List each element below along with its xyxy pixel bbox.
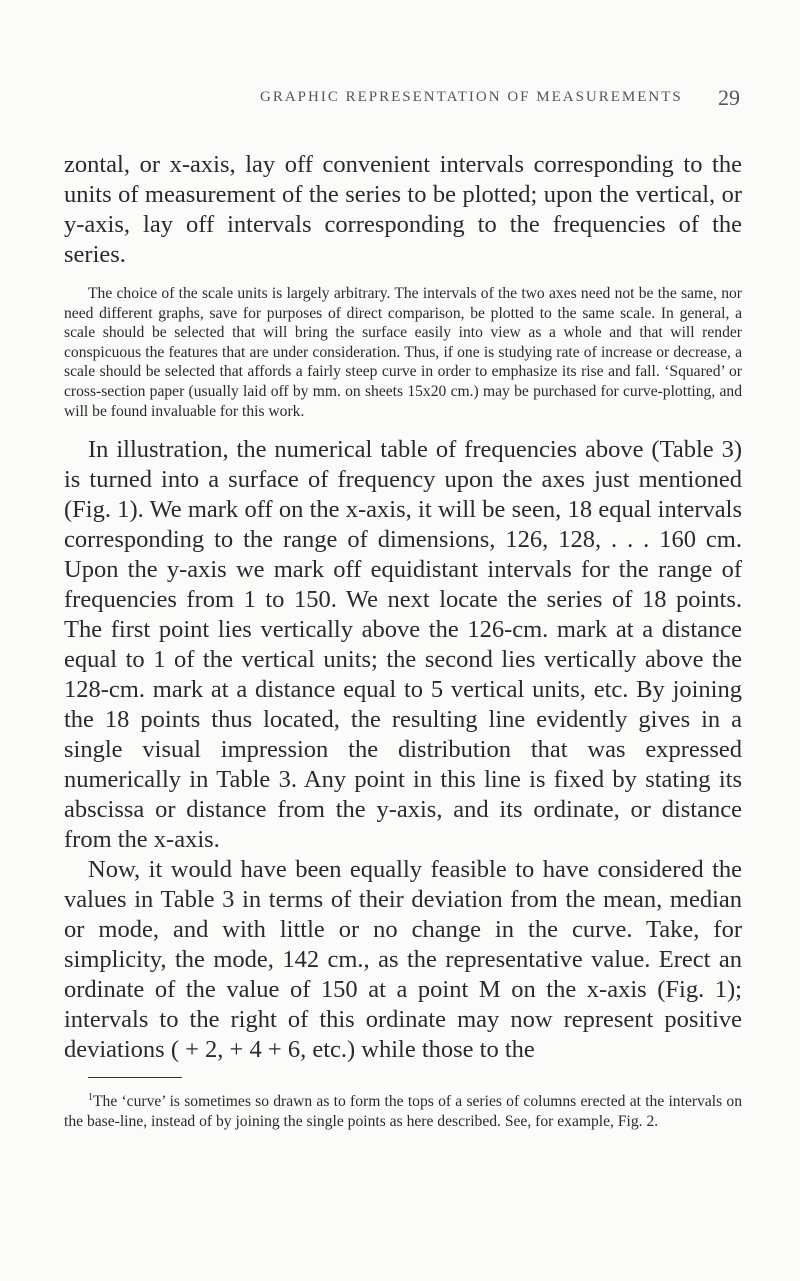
page-body bbox=[64, 150, 742, 1132]
footnote bbox=[64, 1088, 742, 1131]
paragraph-continued: zontal, or x-axis, lay off convenient intervals corresponding to the units of measurement of the series to be plotted; upon the vertical, or y-axis, lay off intervals corresponding to the frequencies of the series. bbox=[64, 151, 742, 268]
running-title: GRAPHIC REPRESENTATION OF MEASUREMENTS bbox=[260, 89, 683, 105]
page-number: 29 bbox=[718, 85, 740, 110]
footnote-text: The ‘curve’ is sometimes so drawn as to form the tops of a series of columns erected at the intervals on the base-line, instead of by joining the single points as here described. See, for example, Fig. 2. bbox=[64, 1093, 742, 1130]
paragraph-scale-note: The choice of the scale units is largely arbitrary. The intervals of the two axes need not be the same, nor need different graphs, save for purposes of direct comparison, be plotted to the same scale. In general, a scale should be selected that will bring the surface easily into view as a whole and that will render conspicuous the features that are under consideration. Thus, if one is studying rate of increase or decrease, a scale should be selected that affords a fairly steep curve in order to emphasize its rise and fall. ‘Squared’ or cross-section paper (usually laid off by mm. on sheets 15x20 cm.) may be purchased for curve-plotting, and will be found invaluable for this work. bbox=[64, 285, 742, 420]
paragraph-deviation: Now, it would have been equally feasible to have considered the values in Table 3 in terms of their deviation from the mean, median or mode, and with little or no change in the curve. Take, for simplicity, the mode, 142 cm., as the representative value. Erect an ordinate of the value of 150 at a point M on the x-axis (Fig. 1); intervals to the right of this ordinate may now represent positive deviations ( + 2, + 4 + 6, etc.) while those to the bbox=[64, 856, 742, 1064]
paragraph-illustration: In illustration, the numerical table of frequencies above (Table 3) is turned into a surface of frequency upon the axes just mentioned (Fig. 1). We mark off on the x-axis, it will be seen, 18 equal intervals corresponding to the range of dimensions, 126, 128, . . . 160 cm. Upon the y-axis we mark off equidistant intervals for the range of frequencies from 1 to 150. We next locate the series of 18 points. The first point lies vertically above the 126-cm. mark at a distance equal to 1 of the vertical units; the second lies vertically above the 128-cm. mark at a distance equal to 5 vertical units, etc. By joining the 18 points thus located, the resulting line evidently gives in a single visual impression the distribution that was expressed numerically in Table 3. Any point in this line is fixed by stating its abscissa or distance from the y-axis, and its ordinate, or distance from the x-axis. bbox=[64, 436, 742, 854]
footnote-rule bbox=[88, 1077, 182, 1078]
footnote-marker: 1 bbox=[88, 1092, 93, 1104]
